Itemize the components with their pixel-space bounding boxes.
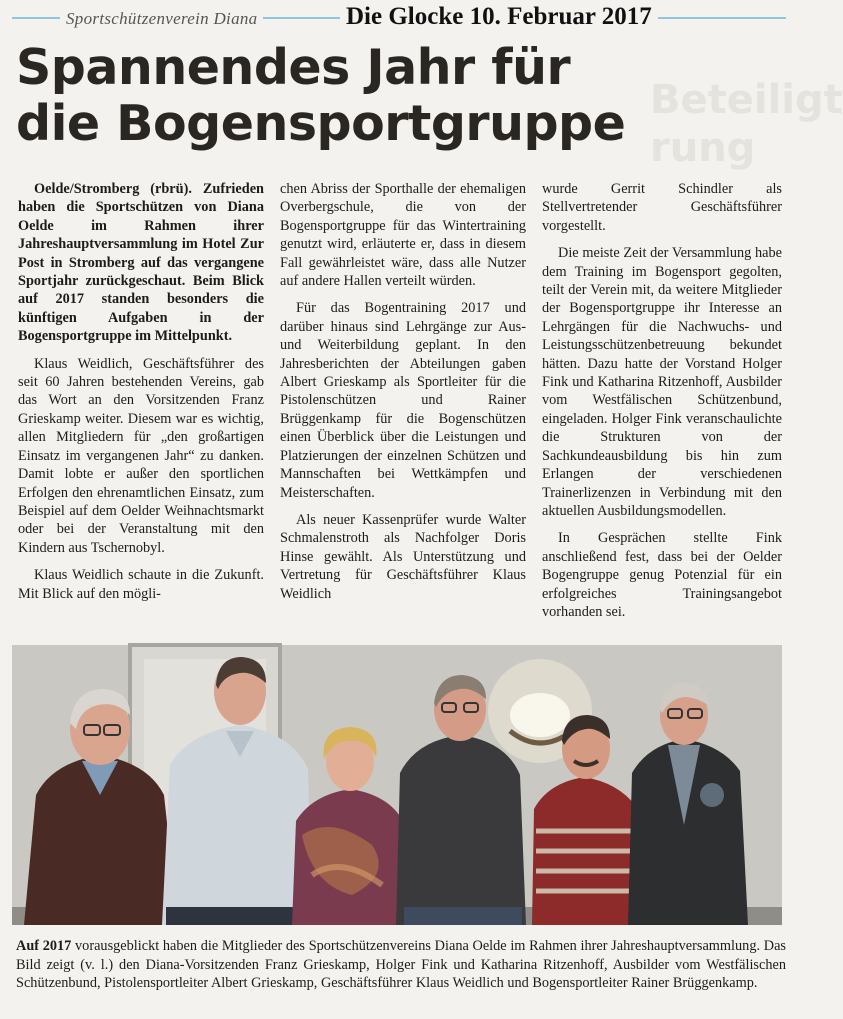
group-photo — [12, 645, 782, 925]
article-column-1 — [18, 180, 264, 620]
caption-lead: Auf 2017 — [16, 938, 72, 954]
article-paragraph: Als neuer Kassenprüfer wurde Walter Schmalenstroth als Nachfolger Doris Hinse gewählt. Als Unterstützung und Vertretung für Geschäftsführer Klaus Weidlich — [280, 511, 526, 602]
article-paragraph: In Gesprächen stellte Fink anschließend fest, dass bei der Oelder Bogengruppe genug Potenzial für ein erfolgreiches Trainingsangebot vorhanden sei. — [542, 530, 782, 620]
headline-line-2: die Bogensportgruppe — [16, 95, 626, 152]
article-paragraph: Die meiste Zeit der Versammlung habe dem Training im Bogensport gegolten, teilt der Verein mit, da weitere Mitglieder der Bogensportgruppe ihr Interesse an Lehrgängen für die Nachwuchs- und Leistungsschützenbetreuung bekundet hätten. Dazu hatte der Vorstand Holger Fink und Katharina Ritzenhoff, Ausbilder vom Westfälischen Schützenbund, eingeladen. Holger Fink veranschaulichte die Strukturen von der Sachkundeausbildung bis hin zum Erlangen der verschiedenen Trainerlizenzen in Verbindung mit den aktuellen Ausbildungsmodellen. — [542, 245, 782, 519]
article-paragraph: Klaus Weidlich, Geschäftsführer des seit 60 Jahren bestehenden Vereins, gab das Wort an den Vorsitzenden Franz Grieskamp weiter. Diesem war es wichtig, allen Mitgliedern für „den großartigen Einsatz im vergangenen Jahr“ zu danken. Damit lobte er außer den sportlichen Erfolgen den ehrenamtlichen Einsatz, zum Beispiel auf dem Oelder Weihnachtsmarkt oder bei der Veranstaltung mit den Kindern aus Tschernobyl. — [18, 355, 264, 556]
club-badge — [700, 783, 724, 807]
caption-text: vorausgeblickt haben die Mitglieder des Sportschützenvereins Diana Oelde im Rahmen ihrer Jahreshauptversammlung. Das Bild zeigt (v. l.) den Diana-Vorsitzenden Franz Grieskamp, Holger Fink und Katharina Ritzenhoff, Ausbilder vom Westfälischen Schützenbund, Pistolensportleiter Albert Grieskamp, Geschäftsführer Klaus Weidlich und Bogensportleiter Rainer Brüggenkamp. — [16, 938, 786, 992]
photo-caption — [16, 937, 786, 993]
article-lead: Oelde/Stromberg (rbrü). Zufrieden haben die Sportschützen von Diana Oelde im Rahmen ihrer Jahreshauptversammlung im Hotel Zur Post in Stromberg auf das vergangene Sportjahr zurückgeschaut. Beim Blick auf 2017 standen besonders die künftigen Aufgaben in der Bogensportgruppe im Mittelpunkt. — [18, 181, 264, 345]
bleed-through-text: Beteiligt rung — [650, 77, 843, 171]
wall-lamp — [510, 693, 570, 737]
article-paragraph: chen Abriss der Sporthalle der ehemaligen Overbergschule, die von der Bogensportgruppe für das Wintertraining genutzt wird, erläuterte er, dass in diesem Fall gewährleistet wäre, dass alle Nutzer auf andere Hallen verteilt würden. — [280, 181, 526, 290]
source-dateline: Die Glocke 10. Februar 2017 — [340, 3, 658, 31]
article-paragraph: Für das Bogentraining 2017 und darüber hinaus sind Lehrgänge zur Aus- und Weiterbildung geplant. In den Jahresberichten der Abteilungen gaben Albert Grieskamp als Sportleiter für die Pistolenschützen und Rainer Brüggenkamp für die Bogenschützen einen Überblick über die Leistungen und Platzierungen der einzelnen Schützen und Mannschaften bei Wettkämpfen und Meisterschaften. — [280, 300, 526, 501]
section-kicker: Sportschützenverein Diana — [60, 9, 263, 29]
headline-line-1: Spannendes Jahr für — [16, 39, 571, 96]
article-column-2 — [280, 180, 526, 620]
headline — [16, 40, 786, 152]
article-column-3 — [542, 180, 782, 620]
article-paragraph: Klaus Weidlich schaute in die Zukunft. Mit Blick auf den mögli- — [18, 567, 264, 602]
article-paragraph: wurde Gerrit Schindler als Stellvertretender Geschäftsführer vorgestellt. — [542, 181, 782, 234]
